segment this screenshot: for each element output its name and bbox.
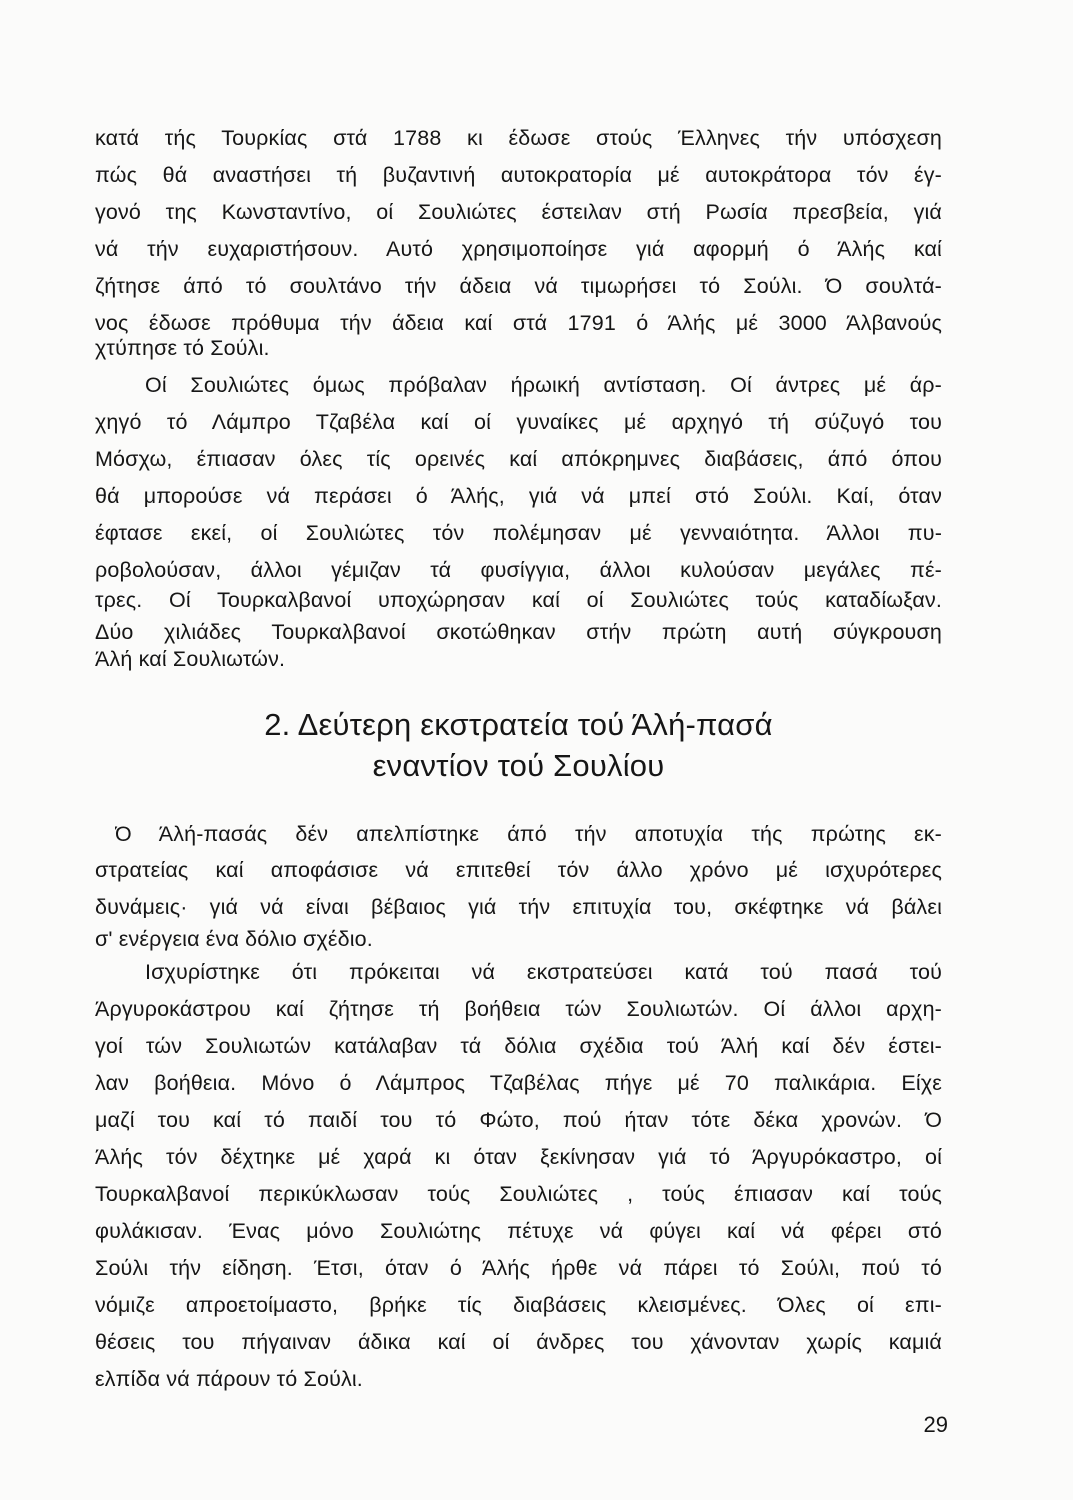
text-line: ελπίδα νά πάρουν τό Σούλι.: [95, 1367, 363, 1391]
text-line: Οί Σουλιώτες όμως πρόβαλαν ήρωική αντίσταση. Οί άντρες μέ άρ-: [145, 373, 942, 397]
text-line: φυλάκισαν. Ένας μόνο Σουλιώτης πέτυχε νά φύγει καί νά φέρει στό: [95, 1219, 942, 1243]
text-line: Άλής τόν δέχτηκε μέ χαρά κι όταν ξεκίνησαν γιά τό Άργυρόκαστρο, οί: [95, 1145, 942, 1169]
text-line: πώς θά αναστήσει τή βυζαντινή αυτοκρατορία μέ αυτοκράτορα τόν έγ-: [95, 163, 942, 187]
text-line: λαν βοήθεια. Μόνο ό Λάμπρος Τζαβέλας πήγε μέ 70 παλικάρια. Είχε: [95, 1071, 942, 1095]
page-number: 29: [923, 1412, 948, 1437]
text-line: στρατείας καί αποφάσισε νά επιτεθεί τόν άλλο χρόνο μέ ισχυρότερες: [95, 858, 942, 882]
text-line: Άλή καί Σουλιωτών.: [95, 647, 286, 671]
text-line: ροβολούσαν, άλλοι γέμιζαν τά φυσίγγια, άλλοι κυλούσαν μεγάλες πέ-: [95, 558, 942, 582]
text-line: Τουρκαλβανοί περικύκλωσαν τούς Σουλιώτες , τούς έπιασαν καί τούς: [95, 1182, 942, 1206]
text-line: χηγό τό Λάμπρο Τζαβέλα καί οί γυναίκες μέ αρχηγό τή σύζυγό του: [95, 410, 942, 434]
text-line: νά τήν ευχαριστήσουν. Αυτό χρησιμοποίησε γιά αφορμή ό Άλής καί: [95, 237, 942, 261]
text-line: μαζί του καί τό παιδί του τό Φώτο, πού ήταν τότε δέκα χρονών. Ό: [95, 1108, 942, 1132]
text-line: γονό της Κωνσταντίνο, οί Σουλιώτες έστειλαν στή Ρωσία πρεσβεία, γιά: [95, 200, 942, 224]
text-line: νος έδωσε πρόθυμα τήν άδεια καί στά 1791 ό Άλής μέ 3000 Άλβανούς: [95, 311, 942, 335]
text-line: Δύο χιλιάδες Τουρκαλβανοί σκοτώθηκαν στήν πρώτη αυτή σύγκρουση: [95, 620, 942, 644]
heading-line: εναντίον τού Σουλίου: [372, 748, 665, 783]
text-line: Ισχυρίστηκε ότι πρόκειται νά εκστρατεύσει κατά τού πασά τού: [145, 960, 942, 984]
text-line: χτύπησε τό Σούλι.: [95, 336, 270, 360]
text-line: γοί τών Σουλιωτών κατάλαβαν τά δόλια σχέδια τού Άλή καί δέν έστει-: [95, 1034, 942, 1058]
text-line: Ό Άλή-πασάς δέν απελπίστηκε άπό τήν αποτυχία τής πρώτης εκ-: [115, 822, 942, 846]
text-line: Άργυροκάστρου καί ζήτησε τή βοήθεια τών Σουλιωτών. Οί άλλοι αρχη-: [95, 997, 942, 1021]
text-line: τρες. Οί Τουρκαλβανοί υποχώρησαν καί οί Σουλιώτες τούς καταδίωξαν.: [95, 588, 942, 612]
text-line: νόμιζε απροετοίμαστο, βρήκε τίς διαβάσεις κλεισμένες. Όλες οί επι-: [95, 1293, 942, 1317]
text-line: θά μπορούσε νά περάσει ό Άλής, γιά νά μπεί στό Σούλι. Καί, όταν: [95, 484, 942, 508]
text-line: δυνάμεις· γιά νά είναι βέβαιος γιά τήν επιτυχία του, σκέφτηκε νά βάλει: [95, 895, 942, 919]
text-line: ζήτησε άπό τό σουλτάνο τήν άδεια νά τιμωρήσει τό Σούλι. Ό σουλτά-: [95, 274, 942, 298]
text-line: έφτασε εκεί, οί Σουλιώτες τόν πολέμησαν μέ γενναιότητα. Άλλοι πυ-: [95, 521, 942, 545]
text-line: κατά τής Τουρκίας στά 1788 κι έδωσε στούς Έλληνες τήν υπόσχεση: [95, 126, 942, 150]
text-line: σ' ενέργεια ένα δόλιο σχέδιο.: [95, 927, 373, 951]
text-line: Μόσχω, έπιασαν όλες τίς ορεινές καί απόκρημνες διαβάσεις, άπό όπου: [95, 447, 942, 471]
text-line: θέσεις του πήγαιναν άδικα καί οί άνδρες του χάνονταν χωρίς καμιά: [95, 1330, 942, 1354]
heading-line: 2. Δεύτερη εκστρατεία τού Άλή-πασά: [264, 707, 773, 742]
text-line: Σούλι τήν είδηση. Έτσι, όταν ό Άλής ήρθε νά πάρει τό Σούλι, πού τό: [95, 1256, 942, 1280]
